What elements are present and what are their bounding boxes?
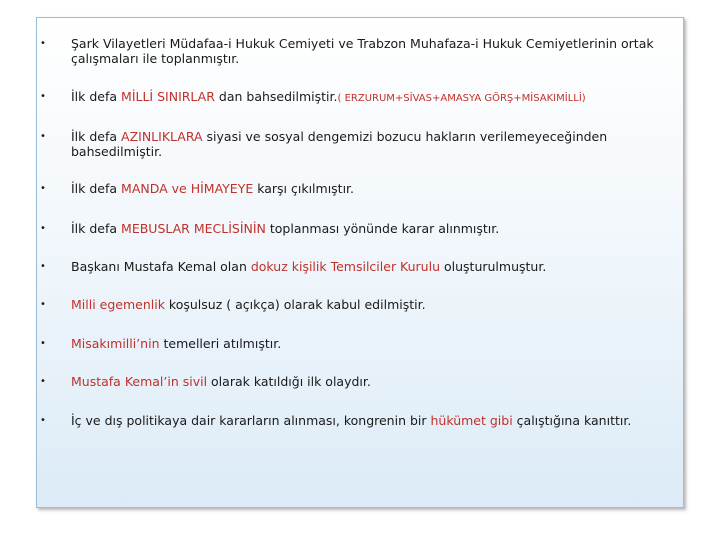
- highlight-text: MANDA ve HİMAYEYE: [121, 181, 254, 196]
- bullet-icon: •: [40, 261, 46, 272]
- highlight-note: ( ERZURUM+SİVAS+AMASYA GÖRŞ+MİSAKIMİLLİ): [337, 93, 586, 104]
- bullet-icon: •: [40, 338, 46, 349]
- content-box: [36, 17, 684, 508]
- highlight-text: MİLLİ SINIRLAR: [121, 89, 215, 104]
- text-run: İlk defa: [71, 181, 122, 196]
- bullet-icon: •: [40, 223, 46, 234]
- list-item-text: [71, 259, 669, 274]
- list-item-text: [71, 36, 669, 66]
- list-item-text: [71, 297, 669, 312]
- bullet-icon: •: [40, 376, 46, 387]
- highlight-text: Milli egemenlik: [71, 297, 165, 312]
- highlight-text: MEBUSLAR MECLİSİNİN: [121, 221, 266, 236]
- text-run: toplanması yönünde karar alınmıştır.: [265, 221, 500, 236]
- text-run: olarak katıldığı ilk olaydır.: [207, 374, 371, 389]
- highlight-text: dokuz kişilik Temsilciler Kurulu: [250, 259, 441, 274]
- text-run: Şark Vilayetleri Müdafaa-i Hukuk Cemiyeti ve Trabzon Muhafaza-i Hukuk Cemiyetlerinin ortak çalışmaları ile toplanmıştır.: [71, 36, 654, 66]
- bullet-icon: •: [40, 415, 46, 426]
- list-item-text: [71, 413, 669, 428]
- text-run: çalıştığına kanıttır.: [512, 413, 632, 428]
- list-item-text: [71, 181, 669, 196]
- list-item-text: [71, 221, 669, 236]
- list-item-text: [71, 89, 669, 106]
- bullet-icon: •: [40, 299, 46, 310]
- list-item-text: [71, 336, 669, 351]
- text-run: temelleri atılmıştır.: [159, 336, 282, 351]
- text-run: İç ve dış politikaya dair kararların alınması, kongrenin bir: [71, 413, 431, 428]
- text-run: siyasi ve sosyal dengemizi bozucu hakların verilemeyeceğinden bahsedilmiştir.: [71, 129, 608, 159]
- text-run: Başkanı Mustafa Kemal olan: [71, 259, 251, 274]
- bullet-icon: •: [40, 131, 46, 142]
- highlight-text: Mustafa Kemal’in sivil: [71, 374, 208, 389]
- bullet-icon: •: [40, 183, 46, 194]
- text-run: İlk defa: [71, 129, 122, 144]
- bullet-icon: •: [40, 91, 46, 102]
- list-item-text: [71, 129, 669, 159]
- list-item-text: [71, 374, 669, 389]
- text-run: koşulsuz ( açıkça) olarak kabul edilmiştir.: [164, 297, 426, 312]
- text-run: oluşturulmuştur.: [440, 259, 547, 274]
- text-run: İlk defa: [71, 221, 122, 236]
- highlight-text: AZINLIKLARA: [121, 129, 203, 144]
- highlight-text: hükümet gibi: [430, 413, 513, 428]
- text-run: karşı çıkılmıştır.: [253, 181, 355, 196]
- text-run: dan bahsedilmiştir.: [214, 89, 338, 104]
- text-run: İlk defa: [71, 89, 122, 104]
- highlight-text: Misakımilli’nin: [71, 336, 160, 351]
- bullet-icon: •: [40, 38, 46, 49]
